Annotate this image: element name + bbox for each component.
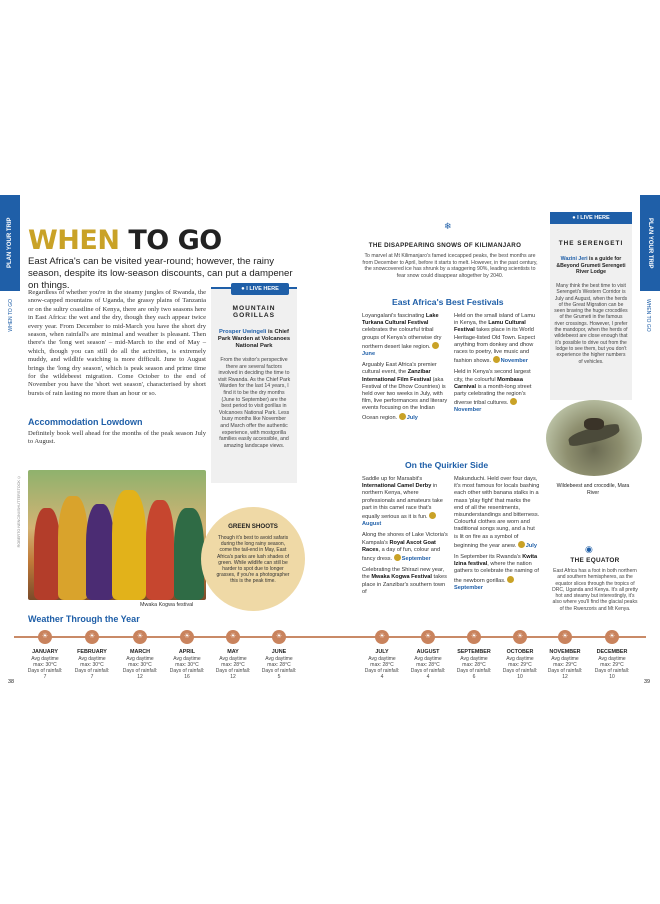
month-info-line: Days of rainfall: <box>547 668 583 675</box>
crocodile-photo-caption: Wildebeest and crocodile, Mara River <box>556 483 630 496</box>
month-weather-info <box>357 656 407 680</box>
quirkier-name: International Camel Derby <box>362 483 432 490</box>
seasons-body-text: Regardless of whether you're in the steamy jungles of Rwanda, the snow-capped mountains of Uganda, the grassy plains of Tanzania or on the sultry coastline of Kenya, there are only two seasons here in East Africa: the wet and the dry, though they each appear twice every year. From December to mid-March you have the short dry season, when rainfall's are minimal and weather is pleasant. Then there's the 'long wet season' – mid-March to the end of May – which, though you can still do all the activities, is extremely muddy, and wildlife watching is more difficult. June to August brings the 'long dry season', which is peak season and prime time for the wildebeest migration. Come October to the end of November you have the 'short wet season', characterised by short bursts of rain lasting no more than an hour or so. <box>28 289 206 397</box>
month-info-line: 7 <box>90 674 94 681</box>
box-title: MOUNTAIN GORILLAS <box>232 305 276 319</box>
festival-name: Lamu Cultural Festival <box>454 320 526 334</box>
quirkier-item <box>454 554 540 592</box>
month-label: MAY <box>227 649 239 655</box>
festival-item <box>454 369 540 414</box>
month-label: MARCH <box>129 649 151 655</box>
person-role: is Chief Park Warden at Volcanoes National Park <box>217 329 291 349</box>
month-label: JULY <box>375 649 389 655</box>
month-info-line: max: 30°C <box>33 662 57 669</box>
month-info-line: Avg daytime <box>78 656 106 662</box>
month-info-line: Avg daytime <box>460 656 488 662</box>
quirkier-column-2 <box>454 476 540 592</box>
green-shoots-text: Though it's best to avoid safaris during the long rainy season, come the tail-end in May, East Africa's parks are lush shades of green. While wildlife can still be harder to spot due to longer grasses, if you're a photographer this is the peak time. <box>216 535 290 585</box>
month-info-line: 5 <box>277 674 281 681</box>
sun-icon: ☀ <box>272 630 286 644</box>
quirkier-heading: On the Quirkier Side <box>405 460 489 470</box>
equator-text: East Africa has a foot in both northern and southern hemispheres, as the equator slices through the tropics of DRC, Uganda and Kenya. It's all pretty hot and steamy but interestingly, it's also where you'll find the glacial peaks of the Rwenzoris and Mt Kenya. <box>552 568 638 612</box>
month-info-line: Avg daytime <box>506 656 534 662</box>
i-live-here-serengeti-box <box>550 214 632 400</box>
month-info-line: Days of rainfall: <box>410 668 446 675</box>
month-info-line: Avg daytime <box>414 656 442 662</box>
month-weather-info <box>495 656 545 680</box>
quirkier-pre: Makunduchi. Held over four days, it's most famous for locals bashing each other with banana stalks in a mass 'play fight' that marks the end of all the resentments, misunderstandings and bitterness. Colourful clothes are worn and traditional songs sung, and a hut is lit on fire as a symbol of beginning the year anew. <box>454 476 540 549</box>
sun-icon: ☀ <box>605 630 619 644</box>
month-label: AUGUST <box>416 649 440 655</box>
quirkier-month: July <box>525 542 537 549</box>
sun-icon: ☀ <box>38 630 52 644</box>
intro-text: East Africa's can be visited year-round; however, the rainy season, despite its low-season discounts, can put a dampener on things. <box>28 256 293 291</box>
quirkier-item <box>362 567 448 596</box>
calendar-icon <box>432 342 439 349</box>
sun-icon: ☀ <box>467 630 481 644</box>
month-weather-info <box>67 656 117 680</box>
festival-name: Mombasa Carnival <box>454 376 523 390</box>
quirkier-month: September <box>454 584 483 591</box>
month-weather-info <box>449 656 499 680</box>
month-info-line: Days of rainfall: <box>502 668 538 675</box>
month-label: NOVEMBER <box>549 649 581 655</box>
month-info-line: Avg daytime <box>598 656 626 662</box>
festival-pre: Loyangalani's fascinating <box>362 313 426 319</box>
month-info-line: 10 <box>517 674 523 681</box>
quirkier-post: in northern Kenya, where professionals and amateurs take part in this camel race that's equally serious as it is fun. <box>362 483 443 521</box>
person-name: Prosper Uwingeli <box>219 329 267 335</box>
calendar-icon <box>394 554 401 561</box>
badge-label: I LIVE HERE <box>577 215 610 221</box>
plan-your-trip-tab-left: PLAN YOUR TRIP <box>0 195 20 291</box>
weather-heading: Weather Through the Year <box>28 614 140 624</box>
box-title: THE SERENGETI <box>558 240 624 247</box>
festival-post: takes place in its World Heritage-listed Old Town. Expect anything from donkey and dhow races to poetry, live music and fashion shows. <box>454 327 536 365</box>
month-label: FEBRUARY <box>77 649 107 655</box>
quirkier-item <box>454 476 540 550</box>
month-info-line: max: 30°C <box>128 662 152 669</box>
calendar-icon <box>518 541 525 548</box>
month-weather-info <box>115 656 165 680</box>
location-pin-icon: ● <box>572 215 576 221</box>
quirkier-name: Royal Ascot Goat Races <box>362 539 436 553</box>
festivals-column-2 <box>454 313 540 415</box>
month-info-line: 6 <box>472 674 476 681</box>
month-info-line: max: 30°C <box>80 662 104 669</box>
month-weather-info <box>403 656 453 680</box>
weather-timeline <box>14 636 646 638</box>
month-info-line: Avg daytime <box>551 656 579 662</box>
title-part-when: WHEN <box>28 225 120 256</box>
festival-post: celebrates the colourful tribal groups of Kenya's otherwise dry northern desert lake region. <box>362 327 442 350</box>
quirkier-name: Mwaka Kogwa Festival <box>371 574 432 581</box>
month-info-line: Avg daytime <box>31 656 59 662</box>
month-info-line: Days of rainfall: <box>169 668 205 675</box>
photo-credit: ROBERTO NENCINI/SHUTTERSTOCK © <box>17 475 21 548</box>
calendar-icon <box>399 413 406 420</box>
month-info-line: Days of rainfall: <box>27 668 63 675</box>
box-text: Many think the best time to visit Serengeti's Western Corridor is July and August, when the herds of the Great Migration can be seen braving the huge crocodiles of the Grumeti in the famous river crossings. However, I prefer the mandopor, when the herds of wildebeest are close enough that it's possible to drive out from the lodge to see them, but you don't experience the higher numbers of vehicles. <box>554 283 628 365</box>
sun-icon: ☀ <box>375 630 389 644</box>
when-to-go-caption-left: WHEN TO GO <box>8 299 14 332</box>
month-info-line: Avg daytime <box>265 656 293 662</box>
month-info-line: max: 29°C <box>600 662 624 669</box>
festival-month: June <box>362 351 376 358</box>
month-info-line: 12 <box>230 674 236 681</box>
month-weather-info <box>162 656 212 680</box>
globe-icon: ◉ <box>585 544 593 554</box>
festival-month: November <box>454 407 482 414</box>
festival-name: Zanzibar International Film Festival <box>362 369 432 383</box>
month-info-line: Avg daytime <box>173 656 201 662</box>
month-info-line: 4 <box>426 674 430 681</box>
quirkier-post: , where the nation gathers to celebrate the naming of the newborn gorillas. <box>454 561 539 584</box>
month-info-line: 12 <box>137 674 143 681</box>
month-weather-info <box>208 656 258 680</box>
month-info-line: max: 28°C <box>370 662 394 669</box>
month-info-line: 16 <box>184 674 190 681</box>
festival-month: July <box>406 414 418 421</box>
festival-pre: Arguably East Africa's premier cultural event, the <box>362 362 437 376</box>
month-info-line: Avg daytime <box>368 656 396 662</box>
month-info-line: max: 30°C <box>175 662 199 669</box>
quirkier-name: Kwita Izina festival <box>454 554 538 568</box>
month-label: JUNE <box>271 649 287 655</box>
month-info-line: Days of rainfall: <box>74 668 110 675</box>
month-info-line: 12 <box>562 674 568 681</box>
quirkier-pre: Celebrating the Shirazi new year, the <box>362 567 445 581</box>
quirkier-pre: In September its Rwanda's <box>454 554 523 561</box>
kilimanjaro-text: To marvel at Mt Kilimanjaro's famed icecapped peaks, the best months are from December to April, before it starts to melt. However, in the past century, the snowcovered ice has shrunk by a staggering 90%, leading scientists to fear snow could disappear altogether by 2040. <box>362 253 538 279</box>
sun-icon: ☀ <box>85 630 99 644</box>
month-info-line: Avg daytime <box>126 656 154 662</box>
i-live-here-badge <box>550 212 632 224</box>
month-info-line: Days of rainfall: <box>215 668 251 675</box>
quirkier-pre: Along the shores of Lake Victoria's Kampala's <box>362 532 448 546</box>
person-name: Wazini Jeri <box>560 256 588 262</box>
month-info-line: Days of rainfall: <box>456 668 492 675</box>
title-part-to-go: TO GO <box>128 225 222 256</box>
page-number-left: 38 <box>8 679 14 685</box>
festival-post: (aka Festival of the Dhow Countries) is held over two weeks in July, with film, live performances and literary events focusing on the Indian Ocean region. <box>362 376 448 421</box>
quirkier-item <box>362 532 448 563</box>
month-weather-info <box>540 656 590 680</box>
month-weather-info <box>20 656 70 680</box>
month-info-line: 7 <box>43 674 47 681</box>
month-info-line: max: 28°C <box>267 662 291 669</box>
quirkier-post: takes place in Zanzibar's southern town of <box>362 574 447 595</box>
badge-label: I LIVE HERE <box>246 286 279 292</box>
calendar-icon <box>507 576 514 583</box>
sun-icon: ☀ <box>226 630 240 644</box>
festival-month: November <box>500 358 528 365</box>
quirkier-month: September <box>401 556 431 563</box>
green-shoots-title: GREEN SHOOTS <box>228 523 278 530</box>
month-label: APRIL <box>178 649 196 655</box>
sun-icon: ☀ <box>421 630 435 644</box>
quirkier-month: August <box>362 521 382 528</box>
festival-item <box>454 313 540 365</box>
crocodile-photo <box>546 400 642 476</box>
month-info-line: 10 <box>609 674 615 681</box>
page-number-right: 39 <box>644 679 650 685</box>
equator-title: THE EQUATOR <box>570 557 620 564</box>
sun-icon: ☀ <box>513 630 527 644</box>
plan-your-trip-tab-right: PLAN YOUR TRIP <box>640 195 660 291</box>
festival-post: is a month-long street party celebrating the region's diverse tribal cultures. <box>454 383 532 407</box>
month-info-line: max: 28°C <box>221 662 245 669</box>
month-label: JANUARY <box>32 649 58 655</box>
calendar-icon <box>429 512 436 519</box>
accommodation-heading: Accommodation Lowdown <box>28 417 143 427</box>
month-label: DECEMBER <box>596 649 628 655</box>
festival-pre: Held in Kenya's second largest city, the colourful <box>454 369 531 383</box>
sun-icon: ☀ <box>558 630 572 644</box>
month-label: OCTOBER <box>506 649 534 655</box>
calendar-icon <box>510 398 517 405</box>
month-info-line: max: 28°C <box>416 662 440 669</box>
quirkier-item <box>362 476 448 528</box>
when-to-go-caption-right: WHEN TO GO <box>645 299 651 332</box>
photo-caption: Mwaka Kogwa festival <box>140 602 194 608</box>
month-weather-info <box>254 656 304 680</box>
snowflake-icon: ❄ <box>444 221 452 231</box>
month-info-line: 4 <box>380 674 384 681</box>
wildebeest-shape <box>584 418 604 430</box>
accommodation-text: Definitely book well ahead for the months of the peak season July to August. <box>28 430 206 446</box>
month-info-line: max: 29°C <box>508 662 532 669</box>
festival-item <box>362 362 448 422</box>
sun-icon: ☀ <box>133 630 147 644</box>
quirkier-post: , a day of fun, colour and fancy dress. <box>362 546 441 563</box>
festival-name: Lake Turkana Cultural Festival <box>362 313 439 327</box>
box-text: From the visitor's perspective there are several factors involved in deciding the time to visit Rwanda. As the Chief Park Warden for the last 14 years, I find it to be the dry months (June to September) are the best period to visit gorillas in Volcanoes National Park. Less busy months like November and March offer the authentic experience, with mostgorilla families easily accessible, and amazing landscape views. <box>217 357 291 449</box>
calendar-icon <box>493 356 500 363</box>
person-role: is a guide for &Beyond Grumeti Serengeti River Lodge <box>556 256 626 276</box>
kilimanjaro-title: THE DISAPPEARING SNOWS OF KILIMANJARO <box>368 242 522 249</box>
festival-pre: Held on the small island of Lamu in Kenya, the <box>454 313 536 327</box>
quirkier-pre: Saddle up for Marsabit's <box>362 476 423 482</box>
month-info-line: Days of rainfall: <box>261 668 297 675</box>
quirkier-column-1 <box>362 476 448 596</box>
person-credit <box>554 256 628 276</box>
festivals-column-1 <box>362 313 448 422</box>
month-info-line: max: 29°C <box>553 662 577 669</box>
month-label: SEPTEMBER <box>457 649 491 655</box>
month-info-line: Days of rainfall: <box>364 668 400 675</box>
month-info-line: Avg daytime <box>219 656 247 662</box>
month-info-line: max: 28°C <box>462 662 486 669</box>
month-info-line: Days of rainfall: <box>594 668 630 675</box>
sun-icon: ☀ <box>180 630 194 644</box>
festivals-heading: East Africa's Best Festivals <box>392 297 504 307</box>
location-pin-icon: ● <box>241 286 245 292</box>
month-weather-info <box>587 656 637 680</box>
festival-item <box>362 313 448 358</box>
month-info-line: Days of rainfall: <box>122 668 158 675</box>
